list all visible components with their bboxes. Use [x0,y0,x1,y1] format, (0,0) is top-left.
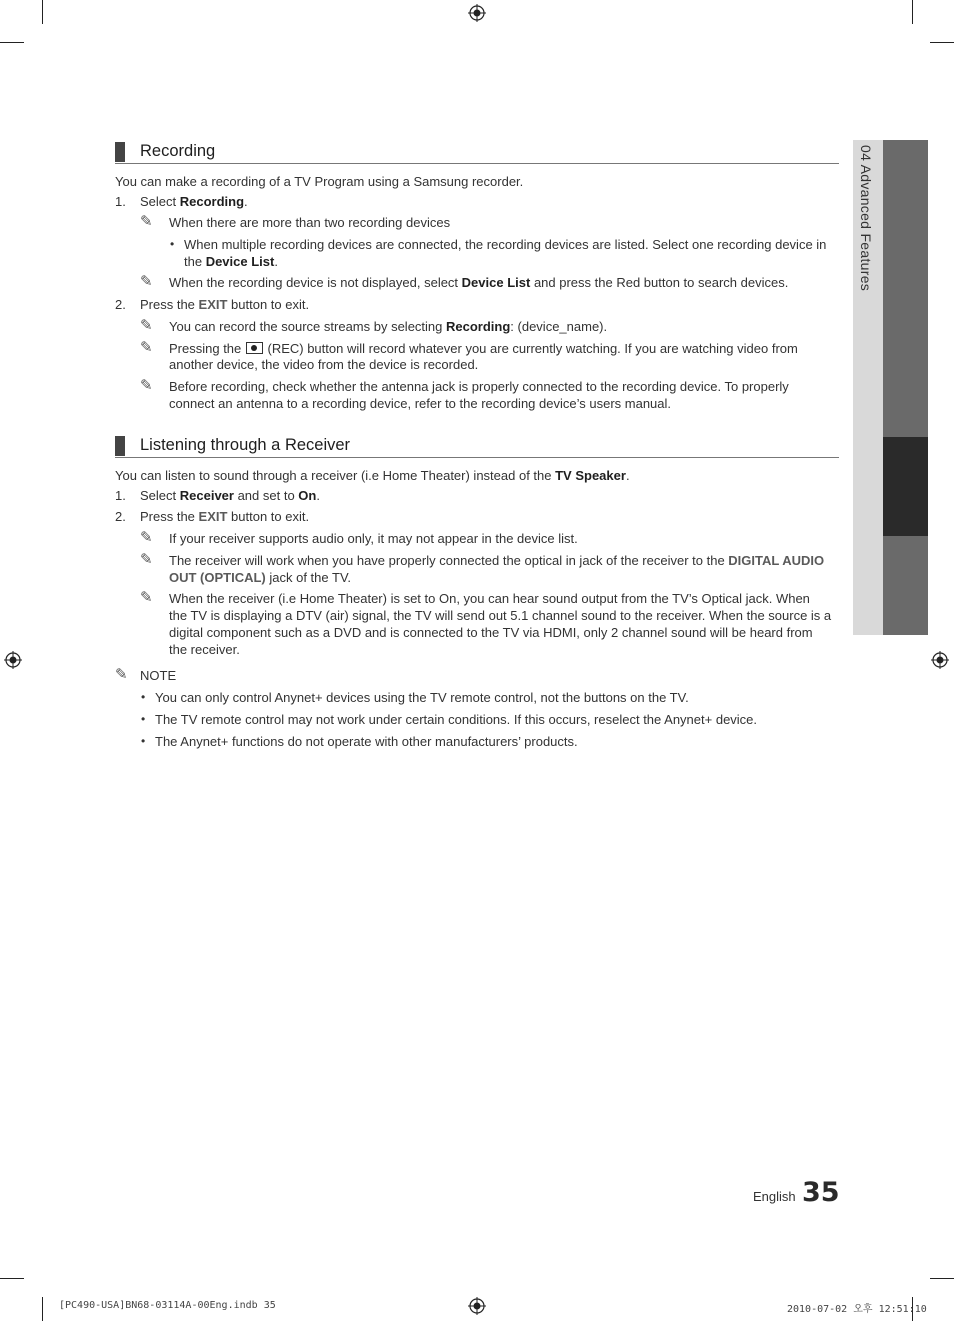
note-pencil-icon: ✎ [140,589,153,606]
section-title: Listening through a Receiver [140,436,351,454]
recording-note-5-line-1: Before recording, check whether the antenna jack is properly connected to the recording device. To properly [169,379,789,394]
receiver-note-1: If your receiver supports audio only, it may not appear in the device list. [169,531,578,546]
registration-mark-icon [468,1297,486,1315]
step-number: 2. [115,297,126,312]
note-label: NOTE [140,668,177,683]
recording-bullet-1-line-1: When multiple recording devices are connected, the recording devices are listed. Select one recording device in [184,237,827,252]
note-pencil-icon: ✎ [140,551,153,568]
note-bullet: You can only control Anynet+ devices using the TV remote control, not the buttons on the TV. [155,690,689,705]
note-pencil-icon: ✎ [140,317,153,334]
heading-bar [115,436,125,456]
chapter-tab-active-block [883,437,928,536]
chapter-tab-block [883,140,928,437]
recording-note-4-line-1: Pressing the (REC) button will record whatever you are currently watching. If you are watching video from [169,341,798,356]
recording-step-2: Press the EXIT button to exit. [140,297,310,312]
crop-mark [930,1278,954,1279]
registration-mark-icon [4,651,22,669]
receiver-note-3-line-4: the receiver. [169,642,240,657]
recording-intro: You can make a recording of a TV Program using a Samsung recorder. [115,174,524,189]
section-heading-receiver [115,435,839,458]
note-pencil-icon: ✎ [140,339,153,356]
heading-bar [115,142,125,162]
registration-mark-icon [931,651,949,669]
recording-bullet-1-line-2: the Device List. [184,254,278,269]
note-pencil-icon: ✎ [140,529,153,546]
chapter-tab-block [883,536,928,635]
crop-mark [0,1278,24,1279]
receiver-note-3-line-2: the TV is displaying a DTV (air) signal, the TV will send out 5.1 channel sound to the receiver. When the source is a [169,608,832,623]
recording-note-4-line-2: another device, the video from the device is recorded. [169,357,479,372]
recording-step-1: Select Recording. [140,194,248,209]
receiver-note-2-line-1: The receiver will work when you have properly connected the optical in jack of the receiver to the DIGITAL AUDIO [169,553,825,568]
step-number: 2. [115,509,126,524]
step-number: 1. [115,194,126,209]
receiver-step-1: Select Receiver and set to On. [140,488,320,503]
receiver-intro: You can listen to sound through a receiver (i.e Home Theater) instead of the TV Speaker. [115,468,630,483]
note-bullet: The Anynet+ functions do not operate with other manufacturers’ products. [155,734,578,749]
bullet-icon: • [141,712,146,726]
crop-mark [930,42,954,43]
print-slug-date: 2010-07-02 오후 12:51:10 [787,1304,927,1315]
recording-note-5-line-2: connect an antenna to a recording device, refer to the recording device’s users manual. [169,396,672,411]
crop-mark [912,0,913,24]
chapter-tab-label: 04 Advanced Features [858,145,874,292]
registration-mark-icon [468,4,486,22]
note-pencil-icon: ✎ [115,666,128,683]
recording-note-1: When there are more than two recording devices [169,215,451,230]
section-heading-recording [115,141,839,164]
print-slug-file: [PC490-USA]BN68-03114A-00Eng.indb 35 [59,1300,276,1311]
receiver-note-3-line-3: digital component such as a DVD and is connected to the TV via HDMI, only 2 channel sound will be heard from [169,625,813,640]
receiver-step-2: Press the EXIT button to exit. [140,509,310,524]
crop-mark [42,1297,43,1321]
page-number: 35 [802,1177,840,1208]
bullet-icon: • [141,690,146,704]
note-pencil-icon: ✎ [140,377,153,394]
note-pencil-icon: ✎ [140,273,153,290]
bullet-icon: • [141,734,146,748]
recording-note-3: You can record the source streams by selecting Recording: (device_name). [169,319,608,334]
footer-language: English [753,1189,796,1204]
note-bullet: The TV remote control may not work under certain conditions. If this occurs, reselect the Anynet+ device. [155,712,758,727]
note-pencil-icon: ✎ [140,213,153,230]
crop-mark [0,42,24,43]
section-title: Recording [140,142,216,160]
receiver-note-3-line-1: When the receiver (i.e Home Theater) is set to On, you can hear sound output from the TV’s Optical jack. When [169,591,810,606]
rec-button-icon [246,342,263,354]
crop-mark [42,0,43,24]
step-number: 1. [115,488,126,503]
receiver-note-2-line-2: OUT (OPTICAL) jack of the TV. [169,570,352,585]
recording-note-2: When the recording device is not displayed, select Device List and press the Red button to search devices. [169,275,789,290]
bullet-icon: • [170,237,175,251]
